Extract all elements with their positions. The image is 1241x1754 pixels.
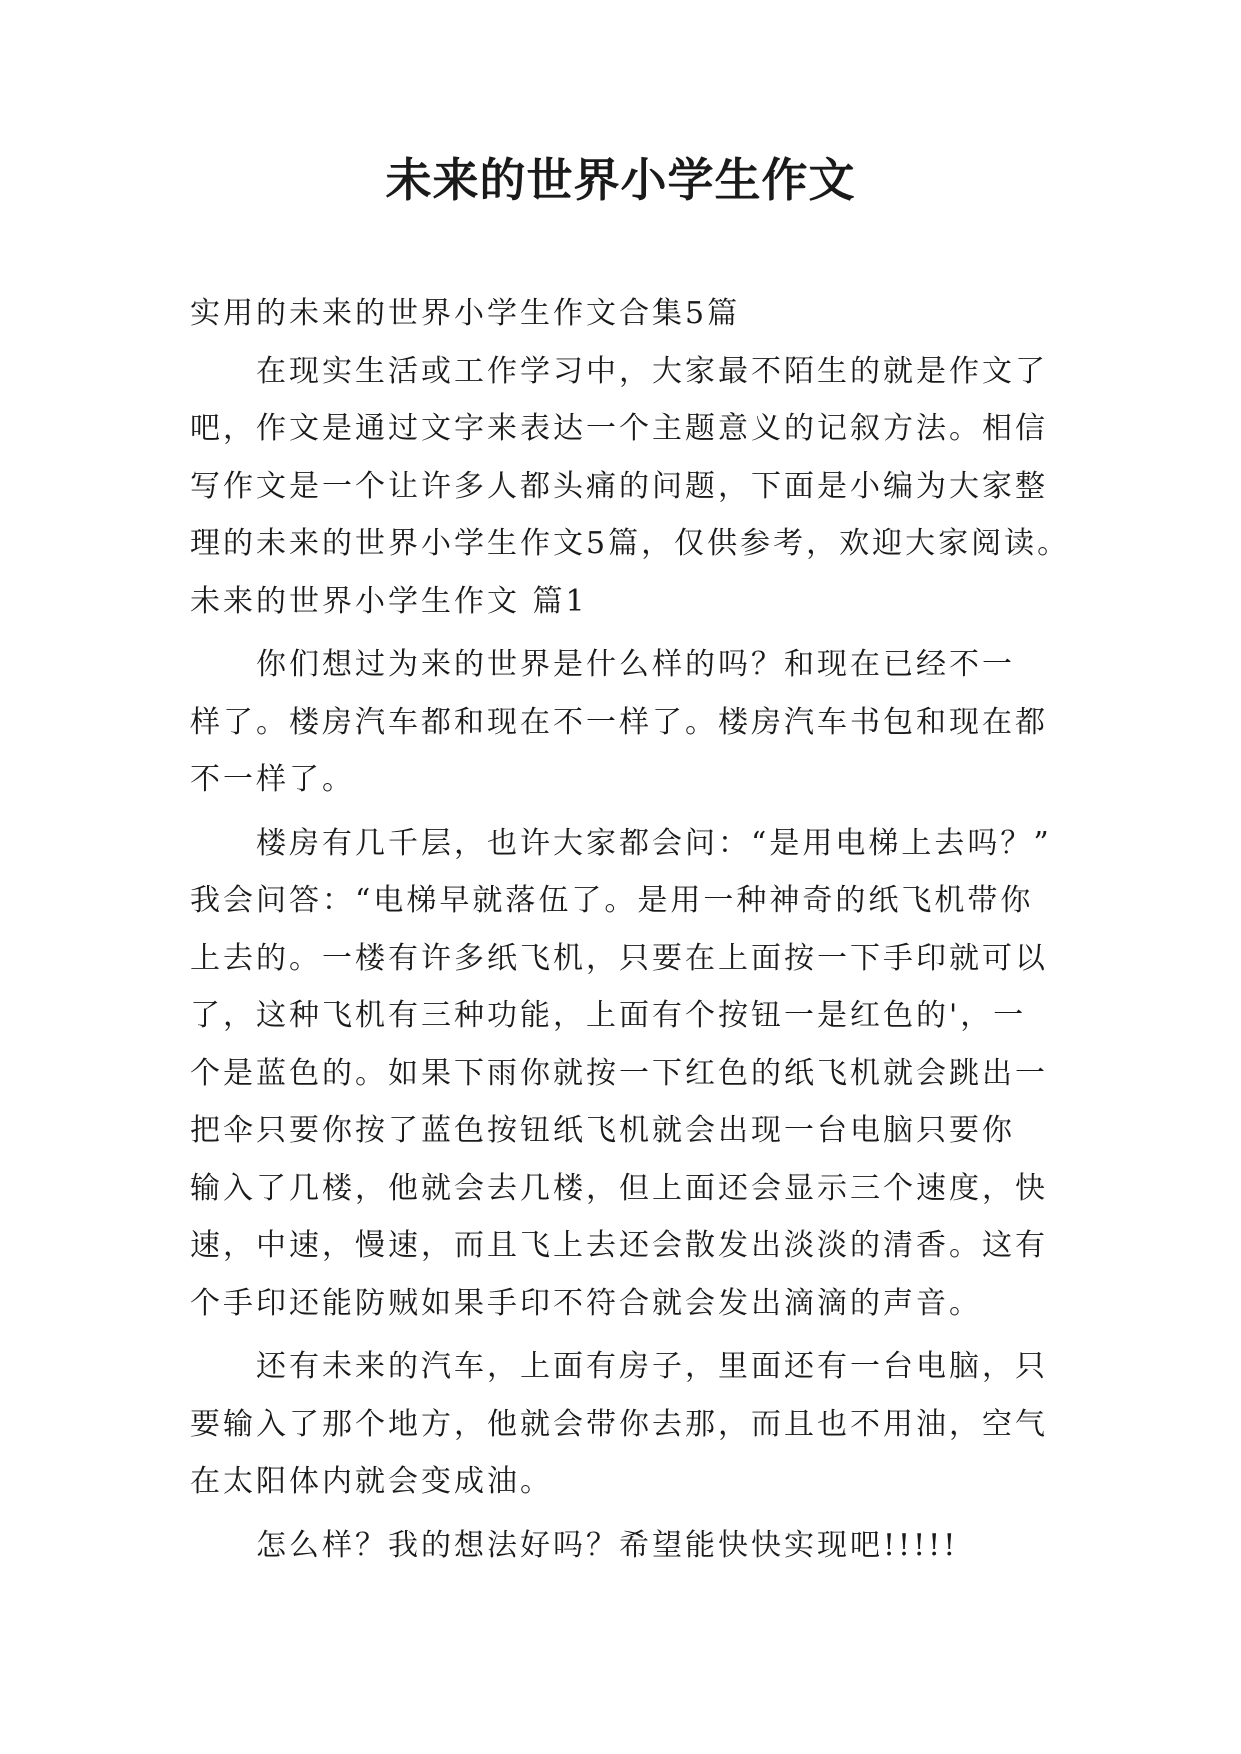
document-body: [190, 285, 1071, 1574]
text-line: 个是蓝色的。如果下雨你就按一下红色的纸飞机就会跳出一: [190, 1055, 1048, 1091]
text-line: 上去的。一楼有许多纸飞机，只要在上面按一下手印就可以: [190, 940, 1048, 976]
text-line: 实用的未来的世界小学生作文合集5篇: [190, 296, 741, 331]
text-line: 速，中速，慢速，而且飞上去还会散发出淡淡的清香。这有: [190, 1228, 1048, 1263]
text-line: 输入了几楼，他就会去几楼，但上面还会显示三个速度，快: [190, 1170, 1048, 1206]
text-line: 把伞只要你按了蓝色按钮纸飞机就会出现一台电脑只要你: [190, 1113, 1015, 1148]
text-line: 楼房有几千层，也许大家都会问：“是用电梯上去吗？”: [256, 825, 1052, 861]
text-line: 个手印还能防贼如果手印不符合就会发出滴滴的声音。: [190, 1285, 982, 1321]
text-line: 样了。楼房汽车都和现在不一样了。楼房汽车书包和现在都: [190, 704, 1048, 740]
text-line: 怎么样？我的想法好吗？希望能快快实现吧!!!!!: [256, 1527, 959, 1563]
text-line: 要输入了那个地方，他就会带你去那，而且也不用油，空气: [190, 1406, 1048, 1442]
text-line: 理的未来的世界小学生作文5篇，仅供参考，欢迎大家阅读。: [190, 526, 1071, 561]
text-line: 在太阳体内就会变成油。: [190, 1464, 553, 1499]
text-line: 不一样了。: [190, 762, 355, 797]
text-line: 你们想过为来的世界是什么样的吗？和现在已经不一: [256, 647, 1015, 682]
text-line: 写作文是一个让许多人都头痛的问题，下面是小编为大家整: [190, 468, 1048, 504]
text-line: 还有未来的汽车，上面有房子，里面还有一台电脑，只: [256, 1349, 1048, 1384]
document-title: 未来的世界小学生作文: [385, 153, 856, 207]
text-line: 了，这种飞机有三种功能，上面有个按钮一是红色的'，一: [190, 998, 1027, 1033]
text-line: 我会问答：“电梯早就落伍了。是用一种神奇的纸飞机带你: [190, 883, 1034, 918]
text-line: 在现实生活或工作学习中，大家最不陌生的就是作文了: [256, 353, 1048, 389]
text-line: 未来的世界小学生作文 篇1: [190, 583, 588, 619]
text-line: 吧，作文是通过文字来表达一个主题意义的记叙方法。相信: [190, 411, 1048, 446]
